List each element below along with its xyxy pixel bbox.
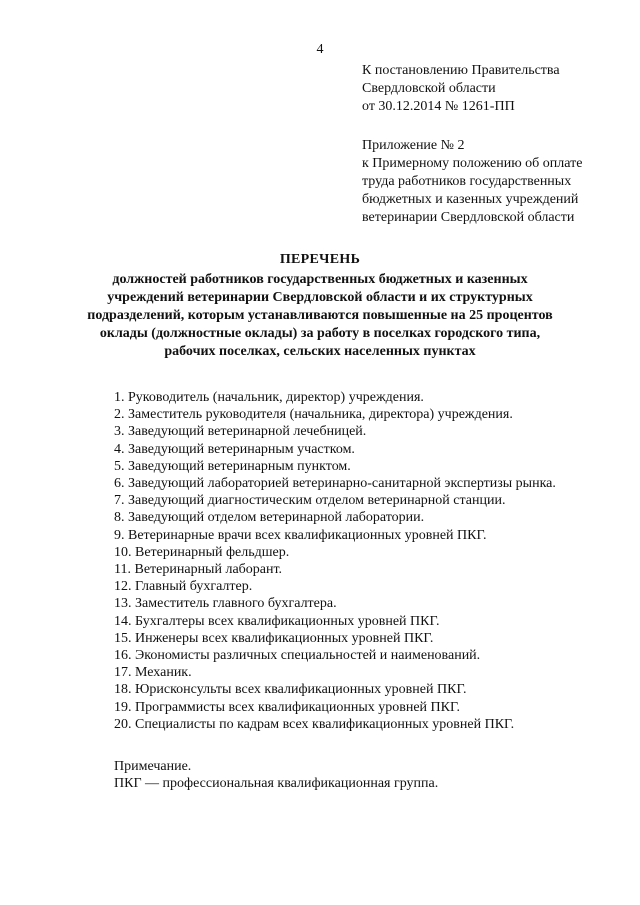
page-number: 4 [316, 42, 324, 57]
appendix-reference [362, 137, 582, 227]
subtitle-line: подразделений, которым устанавливаются повышенные на 25 процентов [87, 308, 553, 323]
position-list [114, 389, 556, 733]
list-item: 12. Главный бухгалтер. [114, 579, 253, 595]
list-item: 14. Бухгалтеры всех квалификационных уровней ПКГ. [114, 613, 440, 629]
appendix-reference-line: ветеринарии Свердловской области [362, 210, 575, 225]
list-item: 17. Механик. [114, 665, 192, 681]
list-item: 9. Ветеринарные врачи всех квалификационных уровней ПКГ. [114, 527, 487, 543]
subtitle-line: рабочих поселках, сельских населенных пунктах [164, 344, 476, 359]
list-item: 13. Заместитель главного бухгалтера. [114, 596, 337, 612]
footnote-label: Примечание. [114, 759, 192, 774]
list-item: 11. Ветеринарный лаборант. [114, 562, 283, 578]
resolution-reference [362, 62, 560, 116]
list-item: 4. Заведующий ветеринарным участком. [114, 441, 355, 457]
list-item: 20. Специалисты по кадрам всех квалификационных уровней ПКГ. [114, 716, 515, 732]
list-item: 5. Заведующий ветеринарным пунктом. [114, 458, 351, 474]
list-item: 15. Инженеры всех квалификационных уровней ПКГ. [114, 630, 434, 646]
document-title: ПЕРЕЧЕНЬ [279, 252, 361, 267]
footnote [114, 758, 438, 792]
resolution-reference-line: от 30.12.2014 № 1261-ПП [362, 99, 515, 114]
list-item: 1. Руководитель (начальник, директор) учреждения. [114, 390, 424, 405]
list-item: 7. Заведующий диагностическим отделом ветеринарной станции. [114, 493, 506, 509]
list-item: 19. Программисты всех квалификационных уровней ПКГ. [114, 699, 461, 715]
document-subtitle [0, 271, 640, 361]
list-item: 16. Экономисты различных специальностей и наименований. [114, 648, 481, 664]
list-item: 6. Заведующий лабораторией ветеринарно-санитарной экспертизы рынка. [114, 476, 556, 492]
appendix-reference-line: бюджетных и казенных учреждений [362, 192, 579, 207]
appendix-reference-line: труда работников государственных [362, 174, 572, 189]
resolution-reference-line: Свердловской области [362, 81, 496, 96]
list-item: 2. Заместитель руководителя (начальника, директора) учреждения. [114, 407, 513, 423]
list-item: 8. Заведующий отделом ветеринарной лаборатории. [114, 510, 425, 526]
list-item: 10. Ветеринарный фельдшер. [114, 544, 290, 560]
resolution-reference-line: К постановлению Правительства [362, 63, 560, 78]
list-item: 18. Юрисконсульты всех квалификационных уровней ПКГ. [114, 682, 467, 698]
list-item: 3. Заведующий ветеринарной лечебницей. [114, 424, 367, 440]
subtitle-line: оклады (должностные оклады) за работу в поселках городского типа, [99, 326, 541, 341]
subtitle-line: должностей работников государственных бюджетных и казенных [112, 272, 528, 287]
subtitle-line: учреждений ветеринарии Свердловской области и их структурных [107, 290, 533, 305]
appendix-reference-line: к Примерному положению об оплате [362, 156, 583, 171]
footnote-text: ПКГ — профессиональная квалификационная группа. [114, 776, 439, 791]
appendix-reference-line: Приложение № 2 [362, 138, 465, 153]
